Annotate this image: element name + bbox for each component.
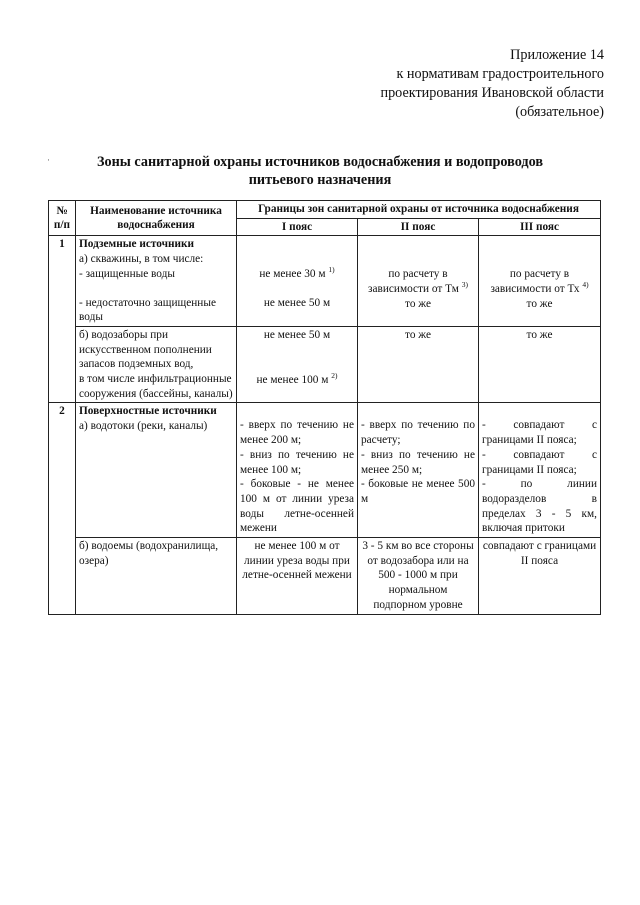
header-belt-1: I пояс bbox=[237, 218, 358, 236]
source-label: а) скважины, в том числе: bbox=[79, 253, 204, 266]
belt-value: по расчету в зависимости от Тм $^{3)}$ bbox=[368, 268, 468, 296]
title-line-2: питьевого назначения bbox=[248, 172, 392, 188]
zones-table bbox=[48, 200, 601, 615]
belt-value: не менее 30 м $^{1)}$ bbox=[259, 265, 335, 281]
belt-value: - боковые не менее 500 м bbox=[361, 478, 475, 505]
appendix-line-3: проектирования Ивановской области bbox=[380, 85, 604, 101]
belt-2-cell bbox=[358, 403, 479, 538]
belt-value: не менее 50 м bbox=[263, 297, 331, 310]
belt-value: - совпадают с границами II пояса; bbox=[482, 419, 598, 447]
source-label: а) водотоки (реки, каналы) bbox=[79, 420, 208, 433]
belt-value: - по линии водоразделов в пределах 3 - 5 км, включая притоки bbox=[482, 478, 598, 535]
source-label: - защищенные воды bbox=[79, 267, 175, 280]
belt-2-cell: 3 - 5 км во все стороны от водозабора или на 500 - 1000 м при нормальном подпорном уровне bbox=[358, 538, 479, 615]
header-bounds: Границы зон санитарной охраны от источника водоснабжения bbox=[237, 201, 601, 219]
header-belt-3: III пояс bbox=[479, 218, 601, 236]
source-label: б) водозаборы при искусственном пополнении запасов подземных вод, bbox=[79, 328, 212, 371]
belt-1-cell bbox=[237, 326, 358, 403]
belt-value: - боковые - не менее 100 м от линии уреза воды летне-осенней межени bbox=[240, 478, 354, 535]
row-number: 2 bbox=[49, 403, 76, 614]
belt-value: - вниз по течению не менее 250 м; bbox=[361, 448, 475, 476]
belt-value: то же bbox=[405, 297, 431, 310]
section-title: Подземные источники bbox=[79, 238, 195, 251]
belt-value: - вверх по течению по расчету; bbox=[361, 419, 475, 447]
appendix-line-4: (обязательное) bbox=[515, 104, 604, 120]
source-cell bbox=[76, 326, 237, 403]
belt-value: - совпадают с границами II пояса; bbox=[482, 448, 598, 476]
belt-value: - вниз по течению не менее 100 м; bbox=[240, 448, 354, 476]
table-row bbox=[49, 236, 601, 327]
source-cell bbox=[76, 403, 237, 538]
source-label: в том числе инфильтрационные сооружения (бассейны, каналы) bbox=[79, 373, 233, 400]
table-row bbox=[49, 403, 601, 538]
table-row bbox=[49, 538, 601, 615]
row-number: 1 bbox=[49, 236, 76, 403]
appendix-line-2: к нормативам градостроительного bbox=[396, 66, 604, 82]
belt-value: - вверх по течению не менее 200 м; bbox=[240, 419, 354, 447]
belt-value: не менее 100 м $^{2)}$ bbox=[256, 370, 338, 386]
scan-mark: · bbox=[47, 155, 50, 165]
belt-value: не менее 50 м bbox=[263, 328, 331, 341]
source-label: - недостаточно защищенные воды bbox=[79, 296, 216, 324]
belt-2-cell bbox=[358, 236, 479, 327]
header-num: № п/п bbox=[49, 201, 76, 236]
source-cell: б) водоемы (водохранилища, озера) bbox=[76, 538, 237, 615]
belt-1-cell bbox=[237, 403, 358, 538]
belt-3-cell bbox=[479, 403, 601, 538]
header-belt-2: II пояс bbox=[358, 218, 479, 236]
belt-value: то же bbox=[526, 297, 553, 310]
appendix-header bbox=[381, 46, 605, 122]
table-header-row bbox=[49, 201, 601, 219]
belt-3-cell bbox=[479, 236, 601, 327]
belt-value: по расчету в зависимости от Тх $^{4)}$ bbox=[490, 268, 589, 296]
table-row bbox=[49, 326, 601, 403]
belt-3-cell: то же bbox=[479, 326, 601, 403]
belt-1-cell: не менее 100 м от линии уреза воды при летне-осенней межени bbox=[237, 538, 358, 615]
section-title: Поверхностные источники bbox=[79, 405, 217, 418]
belt-2-cell: то же bbox=[358, 326, 479, 403]
header-source: Наименование источника водоснабжения bbox=[76, 201, 237, 236]
belt-3-cell: совпадают с границами II пояса bbox=[479, 538, 601, 615]
appendix-line-1: Приложение 14 bbox=[510, 47, 604, 63]
document-title bbox=[60, 153, 580, 189]
belt-1-cell bbox=[237, 236, 358, 327]
source-cell bbox=[76, 236, 237, 327]
title-line-1: Зоны санитарной охраны источников водоснабжения и водопроводов bbox=[97, 154, 543, 170]
